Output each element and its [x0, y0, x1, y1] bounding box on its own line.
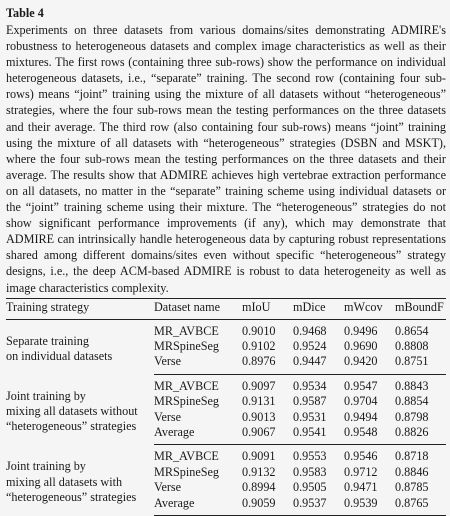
dataset-name-cell: MR_AVBCE [154, 449, 219, 464]
dataset-name-cell: MRSpineSeg [154, 339, 220, 353]
dataset-name-cell: Average [154, 496, 242, 516]
mwcov-cell: 0.9546 [344, 449, 378, 464]
mwcov-cell: 0.9712 [344, 464, 378, 479]
mdice-cell: 0.9583 [293, 464, 327, 479]
mdice-cell: 0.9541 [293, 425, 344, 445]
mdice-cell: 0.9537 [293, 496, 344, 516]
training-strategy-line: Joint training by [6, 388, 86, 403]
dataset-name-cell: MRSpineSeg [154, 394, 220, 409]
training-strategy-cell [6, 319, 154, 374]
table-body [6, 319, 446, 515]
dataset-name-cell: Verse [154, 354, 242, 374]
table-header-row [6, 298, 446, 319]
mwcov-cell: 0.9539 [344, 496, 395, 516]
miou-cell: 0.9067 [242, 425, 293, 445]
training-strategy-cell [6, 374, 154, 445]
dataset-name-cell: Verse [154, 480, 182, 495]
table-row [6, 374, 446, 394]
mdice-cell: 0.9524 [293, 339, 327, 353]
miou-cell: 0.9091 [242, 449, 276, 464]
mwcov-cell: 0.9420 [344, 354, 395, 374]
mwcov-cell: 0.9494 [344, 409, 378, 424]
mboundf-cell: 0.8843 [395, 378, 429, 393]
mboundf-cell: 0.8765 [395, 496, 446, 516]
mboundf-cell: 0.8854 [395, 394, 429, 409]
training-strategy-cell [6, 445, 154, 516]
miou-cell: 0.9102 [242, 339, 276, 353]
dataset-name-cell: Verse [154, 409, 182, 424]
mwcov-cell: 0.9704 [344, 394, 378, 409]
dataset-name-cell: MR_AVBCE [154, 378, 219, 393]
header-mwcov: mWcov [344, 300, 383, 315]
miou-cell: 0.9010 [242, 323, 276, 338]
mboundf-cell: 0.8751 [395, 354, 446, 374]
mboundf-cell: 0.8718 [395, 449, 429, 464]
results-table [6, 298, 446, 516]
header-dataset-name: Dataset name [154, 300, 220, 315]
table-row [6, 319, 446, 339]
training-strategy-line: Separate training [6, 333, 89, 348]
mdice-cell: 0.9534 [293, 378, 327, 393]
miou-cell: 0.9132 [242, 464, 276, 479]
mwcov-cell: 0.9496 [344, 323, 378, 338]
mboundf-cell: 0.8785 [395, 480, 429, 495]
mwcov-cell: 0.9690 [344, 339, 378, 353]
table-label: Table 4 [6, 6, 44, 20]
header-miou: mIoU [242, 300, 271, 315]
mwcov-cell: 0.9548 [344, 425, 395, 445]
miou-cell: 0.9097 [242, 378, 276, 393]
table-row [6, 445, 446, 465]
dataset-name-cell: Average [154, 425, 242, 445]
miou-cell: 0.8976 [242, 354, 293, 374]
mboundf-cell: 0.8846 [395, 464, 429, 479]
table-caption: Experiments on three datasets from various domains/sites demonstrating ADMIRE's robustness to heterogeneous datasets and complex image characteristics as well as their mixtures. The first rows (containing three sub-rows) show the performance on individual heterogeneous datasets, i.e., “separate” training. The second row (containing four sub-rows) means “joint” training using the mixture of all datasets without “heterogeneous” strategies, where the four sub-rows mean the testing performances on the three datasets and their average. The third row (also containing four sub-rows) means “joint” training using the mixture of all datasets with “heterogeneous” strategies (DSBN and MSKT), where the four sub-rows mean the testing performances on the three datasets and their average. The results show that ADMIRE achieves high vertebrae extraction performance on all datasets, no matter in the “separate” training scheme using individual datasets or the “joint” training scheme using their mixture. The “heterogeneous” strategies do not show significant performance improvements (if any), which may demonstrate that ADMIRE can intrinsically handle heterogeneous data by capturing robust representations shared among different domains/sites even without specific “heterogeneous” strategy designs, i.e., the deep ACM-based ADMIRE is robust to data heterogeneity as well as image characteristics complexity. [6, 23, 446, 295]
miou-cell: 0.9013 [242, 409, 276, 424]
training-strategy-line: “heterogeneous” strategies [6, 489, 137, 504]
mdice-cell: 0.9468 [293, 323, 327, 338]
header-mdice: mDice [293, 300, 326, 315]
mdice-cell: 0.9531 [293, 409, 327, 424]
header-mboundf: mBoundF [395, 300, 444, 315]
mboundf-cell: 0.8826 [395, 425, 446, 445]
mdice-cell: 0.9553 [293, 449, 327, 464]
header-training-strategy: Training strategy [6, 300, 90, 315]
mboundf-cell: 0.8798 [395, 409, 429, 424]
training-strategy-line: “heterogeneous” strategies [6, 419, 137, 434]
mwcov-cell: 0.9471 [344, 480, 378, 495]
training-strategy-line: mixing all datasets with [6, 474, 123, 489]
training-strategy-line: mixing all datasets without [6, 403, 138, 418]
training-strategy-line: on individual datasets [6, 348, 113, 363]
miou-cell: 0.9059 [242, 496, 293, 516]
mdice-cell: 0.9447 [293, 354, 344, 374]
miou-cell: 0.8994 [242, 480, 276, 495]
dataset-name-cell: MRSpineSeg [154, 464, 220, 479]
mboundf-cell: 0.8654 [395, 323, 429, 338]
mboundf-cell: 0.8808 [395, 339, 429, 353]
mdice-cell: 0.9587 [293, 394, 327, 409]
training-strategy-line: Joint training by [6, 459, 86, 474]
miou-cell: 0.9131 [242, 394, 276, 409]
mdice-cell: 0.9505 [293, 480, 327, 495]
mwcov-cell: 0.9547 [344, 378, 378, 393]
dataset-name-cell: MR_AVBCE [154, 323, 219, 338]
